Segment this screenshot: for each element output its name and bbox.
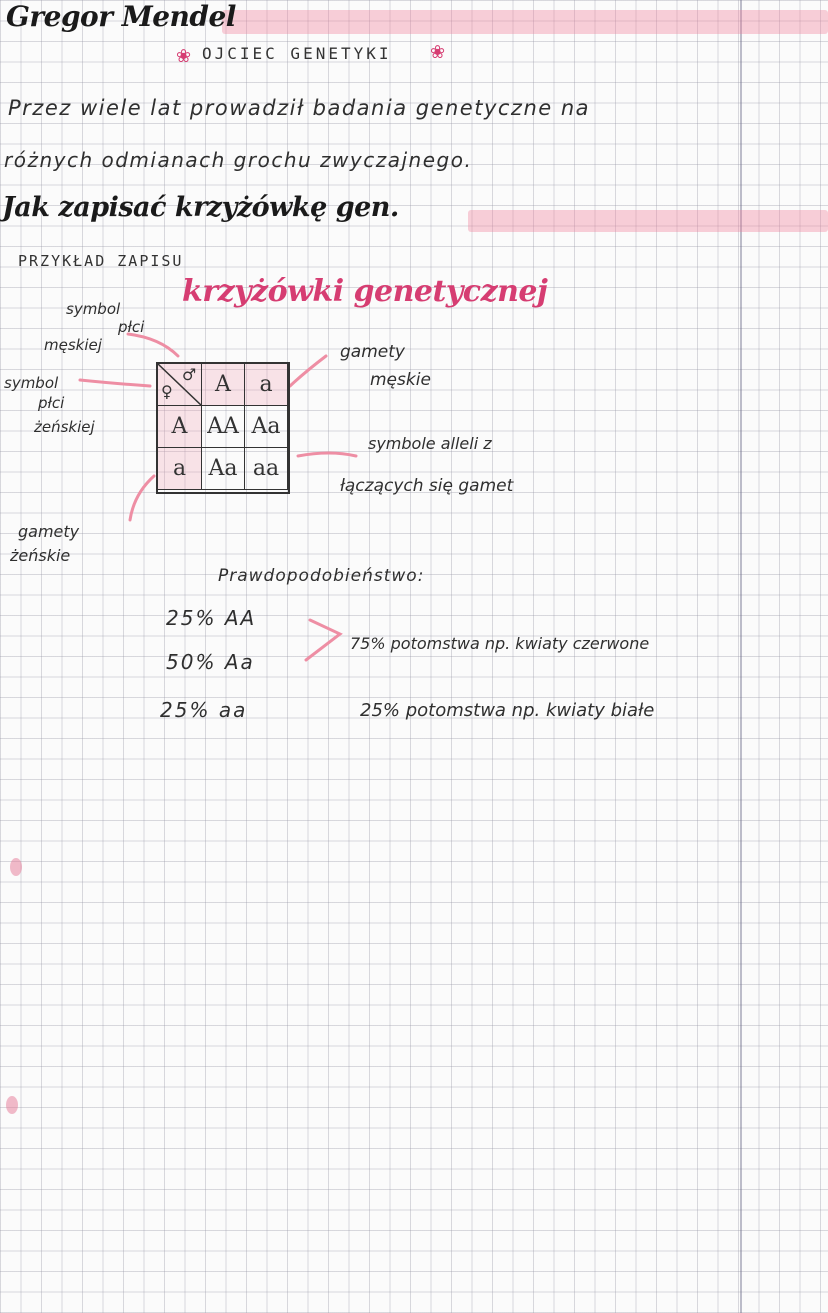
arrow-75-percent — [306, 620, 340, 660]
female-symbol-label-3: żeńskiej — [34, 418, 95, 436]
female-symbol-icon: ♀ — [161, 382, 173, 401]
probability-percent: 50% — [166, 650, 217, 674]
male-symbol-label-2: płci — [118, 318, 145, 336]
page-title: Gregor Mendel — [6, 0, 236, 33]
female-gametes-label-2: żeńskie — [10, 546, 71, 565]
example-title: krzyżówki genetycznej — [182, 274, 548, 309]
probability-percent: 25% — [160, 698, 211, 722]
male-symbol-label-1: symbol — [66, 300, 121, 318]
arrow-male-symbol — [128, 334, 178, 356]
male-symbol-icon: ♂ — [182, 365, 197, 384]
margin-dot — [6, 1096, 18, 1114]
male-gametes-label-2: męskie — [370, 370, 431, 390]
probability-genotype: AA — [224, 606, 257, 630]
probability-row-2 — [166, 650, 255, 674]
intro-line-1: Przez wiele lat prowadził badania genetyczne na — [8, 96, 591, 120]
margin-dot — [10, 858, 22, 876]
section-heading: Jak zapisać krzyżówkę gen. — [2, 192, 399, 223]
female-gametes-label-1: gamety — [18, 522, 80, 541]
arrow-alleles — [298, 453, 356, 456]
example-label: PRZYKŁAD ZAPISU — [18, 252, 184, 270]
punnett-cell: Aa — [202, 448, 245, 490]
arrow-male-gametes — [290, 356, 326, 386]
punnett-col-header: a — [245, 364, 288, 406]
punnett-row-header: a — [158, 448, 202, 490]
punnett-row-header: A — [158, 406, 202, 448]
probability-row-1 — [166, 606, 256, 630]
probability-row-3 — [160, 698, 247, 722]
female-symbol-label-2: płci — [38, 394, 65, 412]
alleles-label-1: symbole alleli z — [368, 434, 492, 453]
alleles-label-2: łączących się gamet — [340, 476, 514, 496]
probability-genotype: Aa — [224, 650, 255, 674]
probability-percent: 25% — [166, 606, 217, 630]
intro-line-2: różnych odmianach grochu zwyczajnego. — [4, 148, 473, 172]
female-symbol-label-1: symbol — [4, 374, 59, 392]
punnett-cell: AA — [202, 406, 245, 448]
male-gametes-label-1: gamety — [340, 342, 405, 362]
probability-genotype: aa — [218, 698, 248, 722]
result-white-flowers: 25% potomstwa np. kwiaty białe — [360, 700, 655, 721]
probability-title: Prawdopodobieństwo: — [218, 566, 425, 586]
punnett-corner — [158, 364, 202, 406]
page-subtitle: OJCIEC GENETYKI — [202, 44, 392, 63]
male-symbol-label-3: męskiej — [44, 336, 102, 354]
punnett-square — [156, 362, 290, 494]
flower-left-icon: ❀ — [176, 46, 192, 67]
arrow-female-gametes — [130, 476, 154, 520]
arrow-female-symbol — [80, 380, 150, 386]
punnett-cell: Aa — [245, 406, 288, 448]
flower-right-icon: ❀ — [430, 42, 446, 63]
result-red-flowers: 75% potomstwa np. kwiaty czerwone — [350, 634, 650, 653]
punnett-col-header: A — [202, 364, 245, 406]
punnett-cell: aa — [245, 448, 288, 490]
